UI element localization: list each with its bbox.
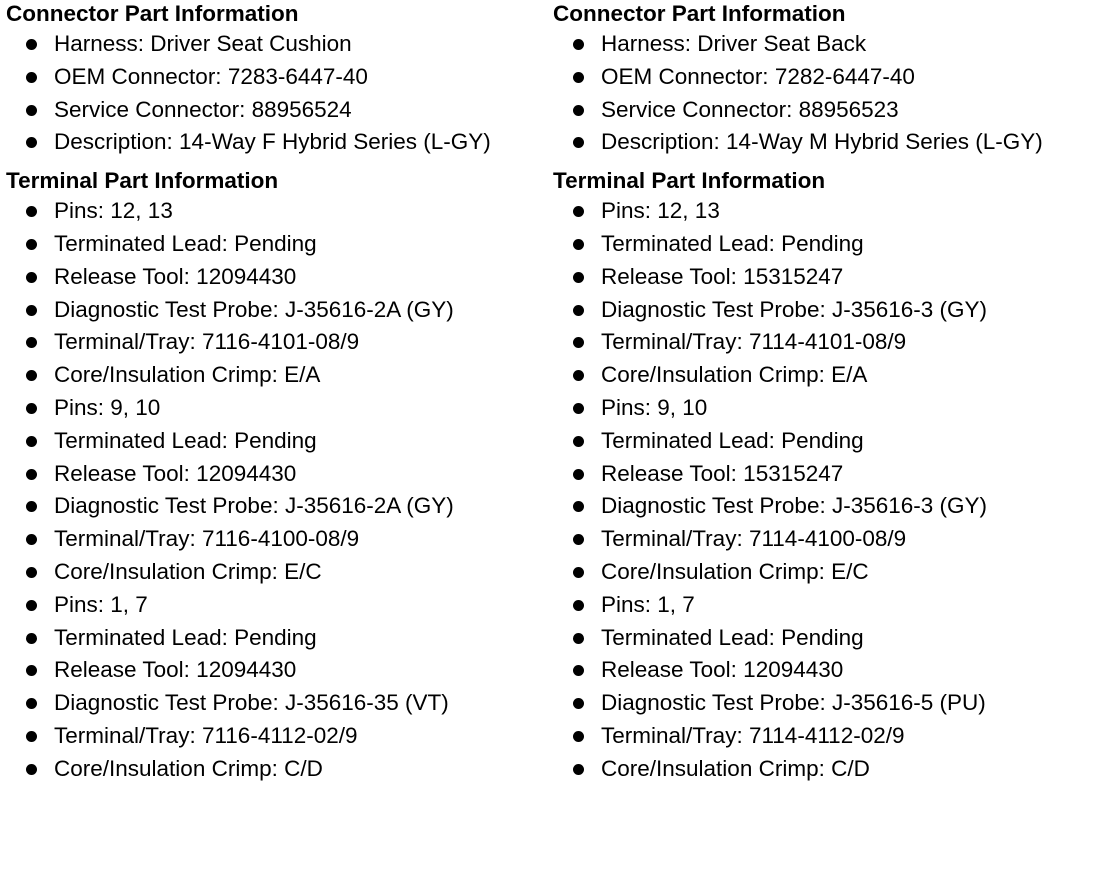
service-connector-item: Service Connector: 88956523 xyxy=(553,94,1113,127)
terminal-tray-item: Terminal/Tray: 7116-4101-08/9 xyxy=(6,326,551,359)
release-tool-item: Release Tool: 12094430 xyxy=(553,654,1113,687)
crimp-item: Core/Insulation Crimp: E/C xyxy=(553,556,1113,589)
terminal-group-1 xyxy=(6,195,551,392)
right-column xyxy=(553,0,1113,786)
terminal-tray-item: Terminal/Tray: 7116-4112-02/9 xyxy=(6,720,551,753)
terminated-lead-item: Terminated Lead: Pending xyxy=(553,228,1113,261)
terminated-lead-item: Terminated Lead: Pending xyxy=(6,228,551,261)
release-tool-item: Release Tool: 12094430 xyxy=(6,458,551,491)
pins-item: Pins: 1, 7 xyxy=(6,589,551,622)
oem-connector-item: OEM Connector: 7282-6447-40 xyxy=(553,61,1113,94)
test-probe-item: Diagnostic Test Probe: J-35616-35 (VT) xyxy=(6,687,551,720)
terminal-heading: Terminal Part Information xyxy=(6,168,279,194)
terminal-tray-item: Terminal/Tray: 7116-4100-08/9 xyxy=(6,523,551,556)
pins-item: Pins: 9, 10 xyxy=(553,392,1113,425)
terminal-tray-item: Terminal/Tray: 7114-4112-02/9 xyxy=(553,720,1113,753)
terminal-group-3 xyxy=(6,589,551,786)
terminated-lead-item: Terminated Lead: Pending xyxy=(553,622,1113,655)
crimp-item: Core/Insulation Crimp: E/A xyxy=(553,359,1113,392)
terminal-tray-item: Terminal/Tray: 7114-4100-08/9 xyxy=(553,523,1113,556)
crimp-item: Core/Insulation Crimp: E/C xyxy=(6,556,551,589)
test-probe-item: Diagnostic Test Probe: J-35616-2A (GY) xyxy=(6,294,551,327)
release-tool-item: Release Tool: 15315247 xyxy=(553,261,1113,294)
pins-item: Pins: 12, 13 xyxy=(6,195,551,228)
terminal-tray-item: Terminal/Tray: 7114-4101-08/9 xyxy=(553,326,1113,359)
left-column xyxy=(6,0,551,786)
terminal-heading: Terminal Part Information xyxy=(553,168,826,194)
harness-item: Harness: Driver Seat Back xyxy=(553,28,1113,61)
test-probe-item: Diagnostic Test Probe: J-35616-3 (GY) xyxy=(553,294,1113,327)
oem-connector-item: OEM Connector: 7283-6447-40 xyxy=(6,61,551,94)
connector-heading: Connector Part Information xyxy=(553,1,846,26)
release-tool-item: Release Tool: 12094430 xyxy=(6,654,551,687)
service-connector-item: Service Connector: 88956524 xyxy=(6,94,551,127)
test-probe-item: Diagnostic Test Probe: J-35616-2A (GY) xyxy=(6,490,551,523)
harness-item: Harness: Driver Seat Cushion xyxy=(6,28,551,61)
connector-heading: Connector Part Information xyxy=(6,1,299,26)
connector-info-list xyxy=(553,28,1113,159)
terminated-lead-item: Terminated Lead: Pending xyxy=(6,425,551,458)
release-tool-item: Release Tool: 12094430 xyxy=(6,261,551,294)
test-probe-item: Diagnostic Test Probe: J-35616-5 (PU) xyxy=(553,687,1113,720)
crimp-item: Core/Insulation Crimp: C/D xyxy=(6,753,551,786)
terminal-group-2 xyxy=(553,392,1113,589)
crimp-item: Core/Insulation Crimp: C/D xyxy=(553,753,1113,786)
description-item: Description: 14-Way M Hybrid Series (L-GY) xyxy=(553,126,1113,159)
pins-item: Pins: 12, 13 xyxy=(553,195,1113,228)
crimp-item: Core/Insulation Crimp: E/A xyxy=(6,359,551,392)
release-tool-item: Release Tool: 15315247 xyxy=(553,458,1113,491)
connector-info-list xyxy=(6,28,551,159)
terminated-lead-item: Terminated Lead: Pending xyxy=(553,425,1113,458)
pins-item: Pins: 1, 7 xyxy=(553,589,1113,622)
terminal-group-1 xyxy=(553,195,1113,392)
terminal-group-2 xyxy=(6,392,551,589)
terminal-group-3 xyxy=(553,589,1113,786)
pins-item: Pins: 9, 10 xyxy=(6,392,551,425)
description-item: Description: 14-Way F Hybrid Series (L-GY) xyxy=(6,126,551,159)
terminated-lead-item: Terminated Lead: Pending xyxy=(6,622,551,655)
test-probe-item: Diagnostic Test Probe: J-35616-3 (GY) xyxy=(553,490,1113,523)
